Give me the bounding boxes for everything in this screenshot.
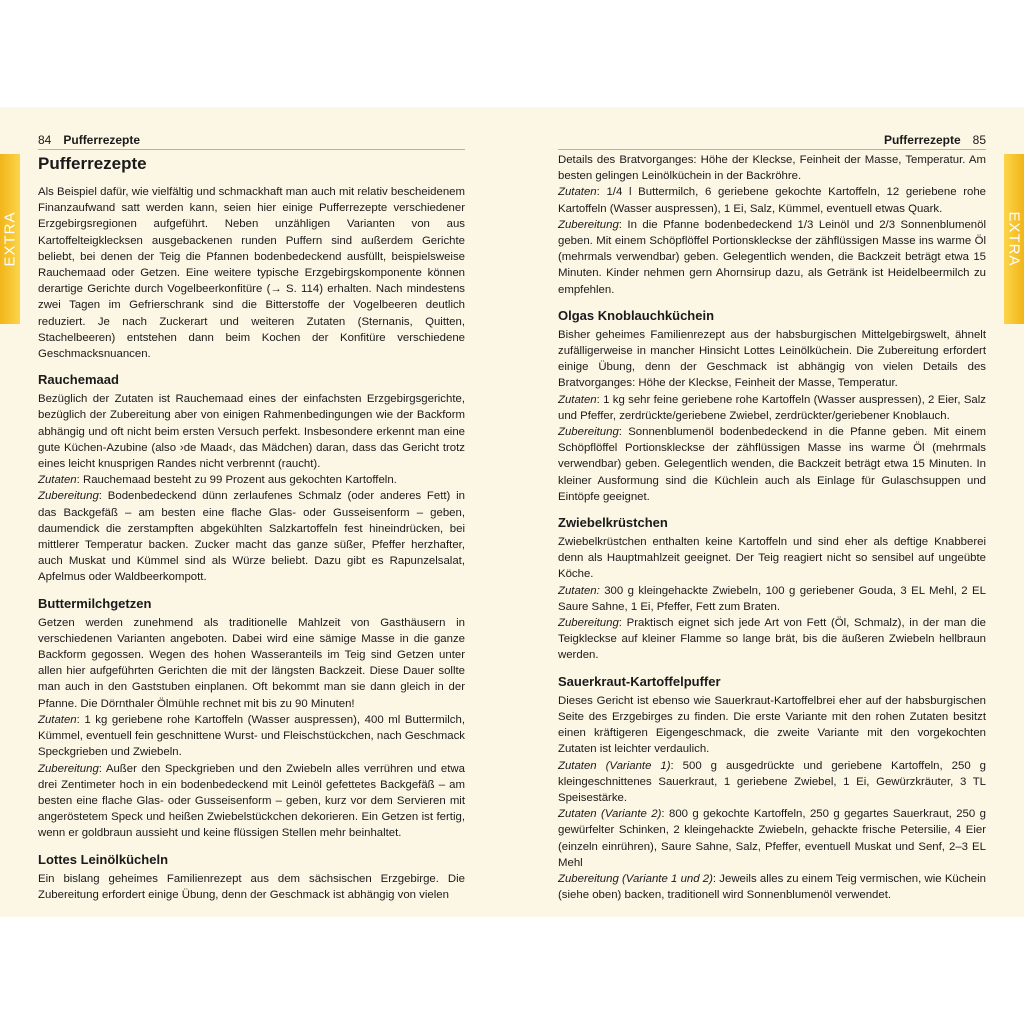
preparation-label: Zubereitung: [558, 617, 619, 630]
recipe-description: Zwiebelkrüstchen enthalten keine Kartoffeln und sind eher als deftige Knabberei denn als Hauptmahlzeit geeignet. Der Teig reagiert nicht so sensibel auf ungeübte Köche.: [558, 536, 986, 581]
ingredients-text: : Rauchemaad besteht zu 99 Prozent aus gekochten Kartoffeln.: [76, 474, 397, 487]
book-spread: [0, 107, 1024, 917]
recipe-preparation: [558, 871, 986, 903]
ingredients-text: : 1 kg sehr feine geriebene rohe Kartoffeln (Wasser auspressen), 2 Eier, Salz und Pfeffer, zerdrückte/geriebene Zwiebel, zerdrückter/geriebener Knoblauch.: [558, 393, 986, 422]
preparation-label: Zubereitung: [558, 218, 619, 231]
recipe-ingredients: [38, 712, 465, 761]
recipe-ingredients: [558, 392, 986, 424]
preparation-label: Zubereitung (Variante 1 und 2): [558, 872, 713, 885]
recipe-description: Ein bislang geheimes Familienrezept aus dem sächsischen Erzgebirge. Die Zubereitung erfordert einige Übung, denn der Geschmack ist abhängig von vielen: [38, 872, 465, 901]
recipe-heading-zwiebelkruestchen: Zwiebelkrüstchen: [558, 515, 668, 531]
right-column: [558, 152, 986, 903]
recipe-preparation: [38, 761, 465, 842]
left-column: [38, 152, 465, 903]
preparation-text: : Jeweils alles zu einem Teig vermischen, wie Küchein (siehe oben) backen, traditionell wird Sonnenblumenöl verwendet.: [558, 872, 986, 902]
recipe-description-continued: Details des Bratvorganges: Höhe der Kleckse, Feinheit der Masse, Temperatur. Am besten gelingen Leinölküchein in der Backröhre.: [558, 154, 986, 183]
extra-tab-left: [0, 154, 20, 324]
running-head-right: [558, 133, 986, 150]
recipe-ingredients-variant-1: [558, 758, 986, 807]
preparation-text: : In die Pfanne bodenbedeckend 1/3 Leinöl und 2/3 Sonnenblumenöl geben. Mit einem Schöpflöffel Portionskleckse der zähflüssigen Masse ins warme Öl (mehrmals verwendbar) geben. Gelegentlich wenden, die Backzeit beträgt etwa 15 Minuten. Kinder nehmen gern Ahornsirup dazu, als Getränk ist Heidelbeermilch zu empfehlen.: [558, 218, 986, 296]
preparation-text: : Praktisch eignet sich jede Art von Fett (Öl, Schmalz), in der man die Teigkleckse auf kleiner Flamme so lange brät, bis die äußeren Zwiebeln hellbraun werden.: [558, 617, 986, 662]
recipe-preparation: [558, 424, 986, 505]
recipe-ingredients: [558, 184, 986, 216]
right-page: [512, 107, 1024, 917]
preparation-text: : Außer den Speckgrieben und den Zwiebeln alles verrühren und etwa drei Zentimeter hoch in ein bodenbedeckend mit Leinöl gefettetes Backgefäß – am besten eine flache Glas- oder Gusseisenform – geben, kurz vor dem Servieren mit angeröstetem Speck und heißen Zwiebelstückchen dekorieren. Ein Getzen ist fertig, wenn er goldbraun aussieht und keine flüssigen Stellen mehr beinhaltet.: [38, 762, 465, 840]
preparation-label: Zubereitung: [38, 490, 99, 503]
extra-tab-label: EXTRA: [1005, 211, 1023, 267]
recipe-heading-olgas-knoblauchkuecheln: Olgas Knoblauchküchein: [558, 307, 715, 323]
recipe-heading-lottes-leinoelkuecheln: Lottes Leinölkücheln: [38, 851, 169, 867]
intro-paragraph: Als Beispiel dafür, wie vielfältig und schmackhaft man auch mit relativ bescheidenem Finanzaufwand satt werden kann, seien hier einige Pufferrezepte verschiedener Erzgebirgsregionen aufgeführt. Neben unzähligen Varianten von aus Kartoffelteigklecksen ausgebackenen runden Puffern sind außerdem Gerichte beliebt, bei denen der Teig die Pfannen bodenbedeckend ausfüllt, beispielsweise Rauchemaad oder Getzen. Eine weitere typische Erzgebirgskomponente können derartige Gerichte durch Vogelbeerkonfitüre (→ S. 114) erhalten. Nach mindestens zwei Tagen im Gefrierschrank sind die Bitterstoffe der Vogelbeeren deutlich reduziert. Je nach Zuckerart und weiteren Zutaten (Sternanis, Quitten, Stachelbeeren) entstehen dann beim Kochen der Konfitüre verschiedene Geschmacksnuancen.: [38, 186, 465, 361]
ingredients-label: Zutaten: [38, 713, 77, 726]
preparation-label: Zubereitung: [558, 426, 619, 439]
ingredients-label: Zutaten (Variante 1): [558, 759, 671, 772]
extra-tab-right: [1004, 154, 1024, 324]
page-number: 85: [972, 133, 986, 147]
recipe-ingredients-variant-2: [558, 806, 986, 871]
recipe-preparation: [38, 488, 465, 585]
ingredients-text: : 1 kg geriebene rohe Kartoffeln (Wasser auspressen), 400 ml Buttermilch, Kümmel, eventuell fein geschnittene Wurst- und Fleischstückchen, nach Geschmack Speckgrieben und Zwiebeln.: [38, 713, 465, 759]
preparation-label: Zubereitung: [38, 762, 99, 775]
running-head-left: [38, 133, 465, 150]
ingredients-label: Zutaten: [558, 393, 597, 406]
running-head-title: Pufferrezepte: [883, 133, 961, 147]
recipe-preparation: [558, 615, 986, 664]
chapter-title: Pufferrezepte: [38, 154, 147, 173]
left-page: [0, 107, 512, 917]
ingredients-text: : 800 g gekochte Kartoffeln, 250 g gegartes Sauerkraut, 250 g gewürfelter Schinken, 2 kleingehackte Zwiebeln, gehackte frische Petersilie, 4 Eier (einzeln einrühren), Saure Sahne, Salz, Pfeffer, eventuell Muskat und Senf, 2–3 EL Mehl: [558, 808, 986, 869]
recipe-description: Dieses Gericht ist ebenso wie Sauerkraut-Kartoffelbrei eher auf der habsburgischen Seite des Erzgebirges zu finden. Die erste Variante mit den rohen Zutaten besitzt einen kräftigeren Eigengeschmack, die zweite Variante mit den vorgekochten Zutaten ist leichter verdaulich.: [558, 694, 986, 756]
ingredients-label: Zutaten: [38, 474, 77, 487]
recipe-description: Bezüglich der Zutaten ist Rauchemaad eines der einfachsten Erzgebirgsgerichte, bezüglich der Zubereitung aber von einigen Rahmenbedingungen wie der Backform abhängig und oft nicht beim ersten Versuch perfekt. Insbesondere erkennt man eine gute Küchen-Azubine (also ›de Maad‹, das Mädchen) daran, dass das Gericht trotz eines leicht knusprigen Randes nicht verbrennt (raucht).: [38, 393, 465, 471]
recipe-heading-sauerkraut-kartoffelpuffer: Sauerkraut-Kartoffelpuffer: [558, 673, 721, 689]
ingredients-text: : 1/4 l Buttermilch, 6 geriebene gekochte Kartoffeln, 12 geriebene rohe Kartoffeln (Wasser auspressen), 1 Ei, Salz, Kümmel, eventuell etwas Quark.: [558, 186, 986, 215]
ingredients-text: : 500 g ausgedrückte und geriebene Kartoffeln, 250 g kleingeschnittenes Sauerkraut, 1 geriebene Zwiebel, 1 Ei, Gewürzkräuter, 3 TL Speisestärke.: [558, 759, 986, 804]
recipe-preparation: [558, 217, 986, 298]
recipe-ingredients: [38, 472, 465, 488]
running-head-title: Pufferrezepte: [63, 133, 141, 147]
preparation-text: : Bodenbedeckend dünn zerlaufenes Schmalz (oder anderes Fett) in das Backgefäß – am besten eine flache Glas- oder Gusseisenform – geben, daumendick die zerstampften abgekühlten Salzkartoffeln fest hineindrücken, bei mittlerer Temperatur backen. Zucker macht das ganze süßer, Pfeffer herzhafter, auch Muskat und Kümmel sind als Würze beliebt. Dazu gibt es Rapunzelsalat, Apfelmus oder Waldbeerkompott.: [38, 490, 465, 584]
ingredients-text: 300 g kleingehackte Zwiebeln, 100 g geriebener Gouda, 3 EL Mehl, 2 EL Saure Sahne, 1 Ei, Pfeffer, Fett zum Braten.: [558, 584, 986, 613]
ingredients-label: Zutaten: [558, 186, 597, 199]
recipe-ingredients: [558, 583, 986, 615]
ingredients-label: Zutaten (Variante 2): [558, 808, 662, 821]
recipe-heading-buttermilchgetzen: Buttermilchgetzen: [38, 595, 152, 611]
recipe-description: Getzen werden zunehmend als traditionelle Mahlzeit von Gasthäusern in verschiedenen Varianten angeboten. Dabei wird eine sämige Masse in die ganze Backform gegossen. Wegen des hohen Wasseranteils im Teig sind Getzen unter allen hier aufgeführten Gerichten die mit der längsten Backzeit. Diese Dauer sollte man auch in den Gaststuben einplanen. Oft bekommt man sie dann gleich in der Pfanne. Die Dörnthaler Ölmühle rechnet mit bis zu 90 Minuten!: [38, 616, 465, 710]
recipe-heading-rauchemaad: Rauchemaad: [38, 372, 119, 388]
ingredients-label: Zutaten:: [558, 584, 600, 597]
recipe-description: Bisher geheimes Familienrezept aus der habsburgischen Mittelgebirgswelt, ähnelt zufälligerweise in mancher Hinsicht Lottes Leinölküchein. Die Zubereitung erfordert einige Übung, denn der Geschmack ist abhängig von vielen Details des Bratvorganges: Höhe der Kleckse, Feinheit der Masse, Temperatur.: [558, 328, 986, 390]
preparation-text: : Sonnenblumenöl bodenbedeckend in die Pfanne geben. Mit einem Schöpflöffel Portionskleckse der zähflüssigen Masse ins warme Öl (mehrmals verwendbar) geben. Gelegentlich wenden, die Backzeit beträgt etwa 15 Minuten. In kleiner Ausformung sind die Küchlein auch als Einlage für Gulaschsuppen und Eintöpfe geeignet.: [558, 426, 986, 503]
page-number: 84: [38, 133, 52, 147]
extra-tab-label: EXTRA: [1, 211, 19, 267]
